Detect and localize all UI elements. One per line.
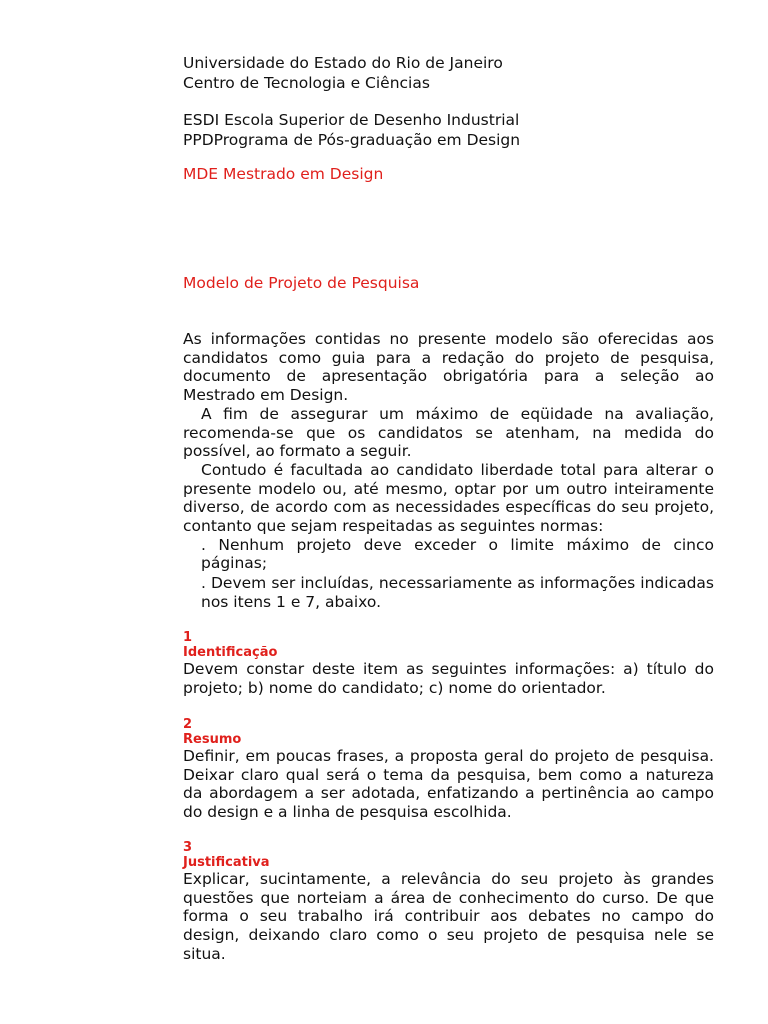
intro-block xyxy=(183,330,714,612)
intro-paragraph: A fim de assegurar um máximo de eqüidade na avaliação, recomenda-se que os candidatos se atenham, na medida do possível, ao formato a seguir. xyxy=(183,404,714,461)
section-number: 3 xyxy=(183,840,193,855)
document-title: Modelo de Projeto de Pesquisa xyxy=(183,274,420,292)
section-title: Identificação xyxy=(183,645,278,660)
program-title: MDE Mestrado em Design xyxy=(183,165,384,183)
center-name: Centro de Tecnologia e Ciências xyxy=(183,74,430,92)
school-header xyxy=(183,110,714,150)
intro-paragraph: Contudo é facultada ao candidato liberdade total para alterar o presente modelo ou, até mesmo, optar por um outro inteiramente diverso, de acordo com as necessidades específicas do seu projeto, contanto que sejam respeitadas as seguintes normas: xyxy=(183,460,714,536)
section-title: Resumo xyxy=(183,732,242,747)
section-resumo xyxy=(183,717,714,822)
rule-item: . Devem ser incluídas, necessariamente as informações indicadas nos itens 1 e 7, abaixo. xyxy=(201,574,714,611)
section-text: Devem constar deste item as seguintes informações: a) título do projeto; b) nome do candidato; c) nome do orientador. xyxy=(183,660,714,697)
graduate-program-name: PPDPrograma de Pós-graduação em Design xyxy=(183,131,521,149)
section-text: Explicar, sucintamente, a relevância do seu projeto às grandes questões que norteiam a área de conhecimento do curso. De que forma o seu trabalho irá contribuir aos debates no campo do design, deixando claro como o seu projeto de pesquisa nele se situa. xyxy=(183,870,714,963)
section-identificacao xyxy=(183,630,714,697)
section-number: 1 xyxy=(183,630,193,645)
intro-paragraph: As informações contidas no presente modelo são oferecidas aos candidatos como guia para a redação do projeto de pesquisa, documento de apresentação obrigatória para a seleção ao Mestrado em Design. xyxy=(183,330,714,405)
section-number: 2 xyxy=(183,717,193,732)
rule-item: . Nenhum projeto deve exceder o limite máximo de cinco páginas; xyxy=(201,535,714,573)
school-name: ESDI Escola Superior de Desenho Industrial xyxy=(183,111,520,129)
institution-header xyxy=(183,53,714,93)
section-title: Justificativa xyxy=(183,855,270,870)
university-name: Universidade do Estado do Rio de Janeiro xyxy=(183,54,503,72)
section-text: Definir, em poucas frases, a proposta geral do projeto de pesquisa. Deixar claro qual será o tema da pesquisa, bem como a natureza da abordagem a ser adotada, enfatizando a pertinência ao campo do design e a linha de pesquisa escolhida. xyxy=(183,747,714,822)
section-justificativa xyxy=(183,840,714,964)
rules-list xyxy=(201,536,714,612)
